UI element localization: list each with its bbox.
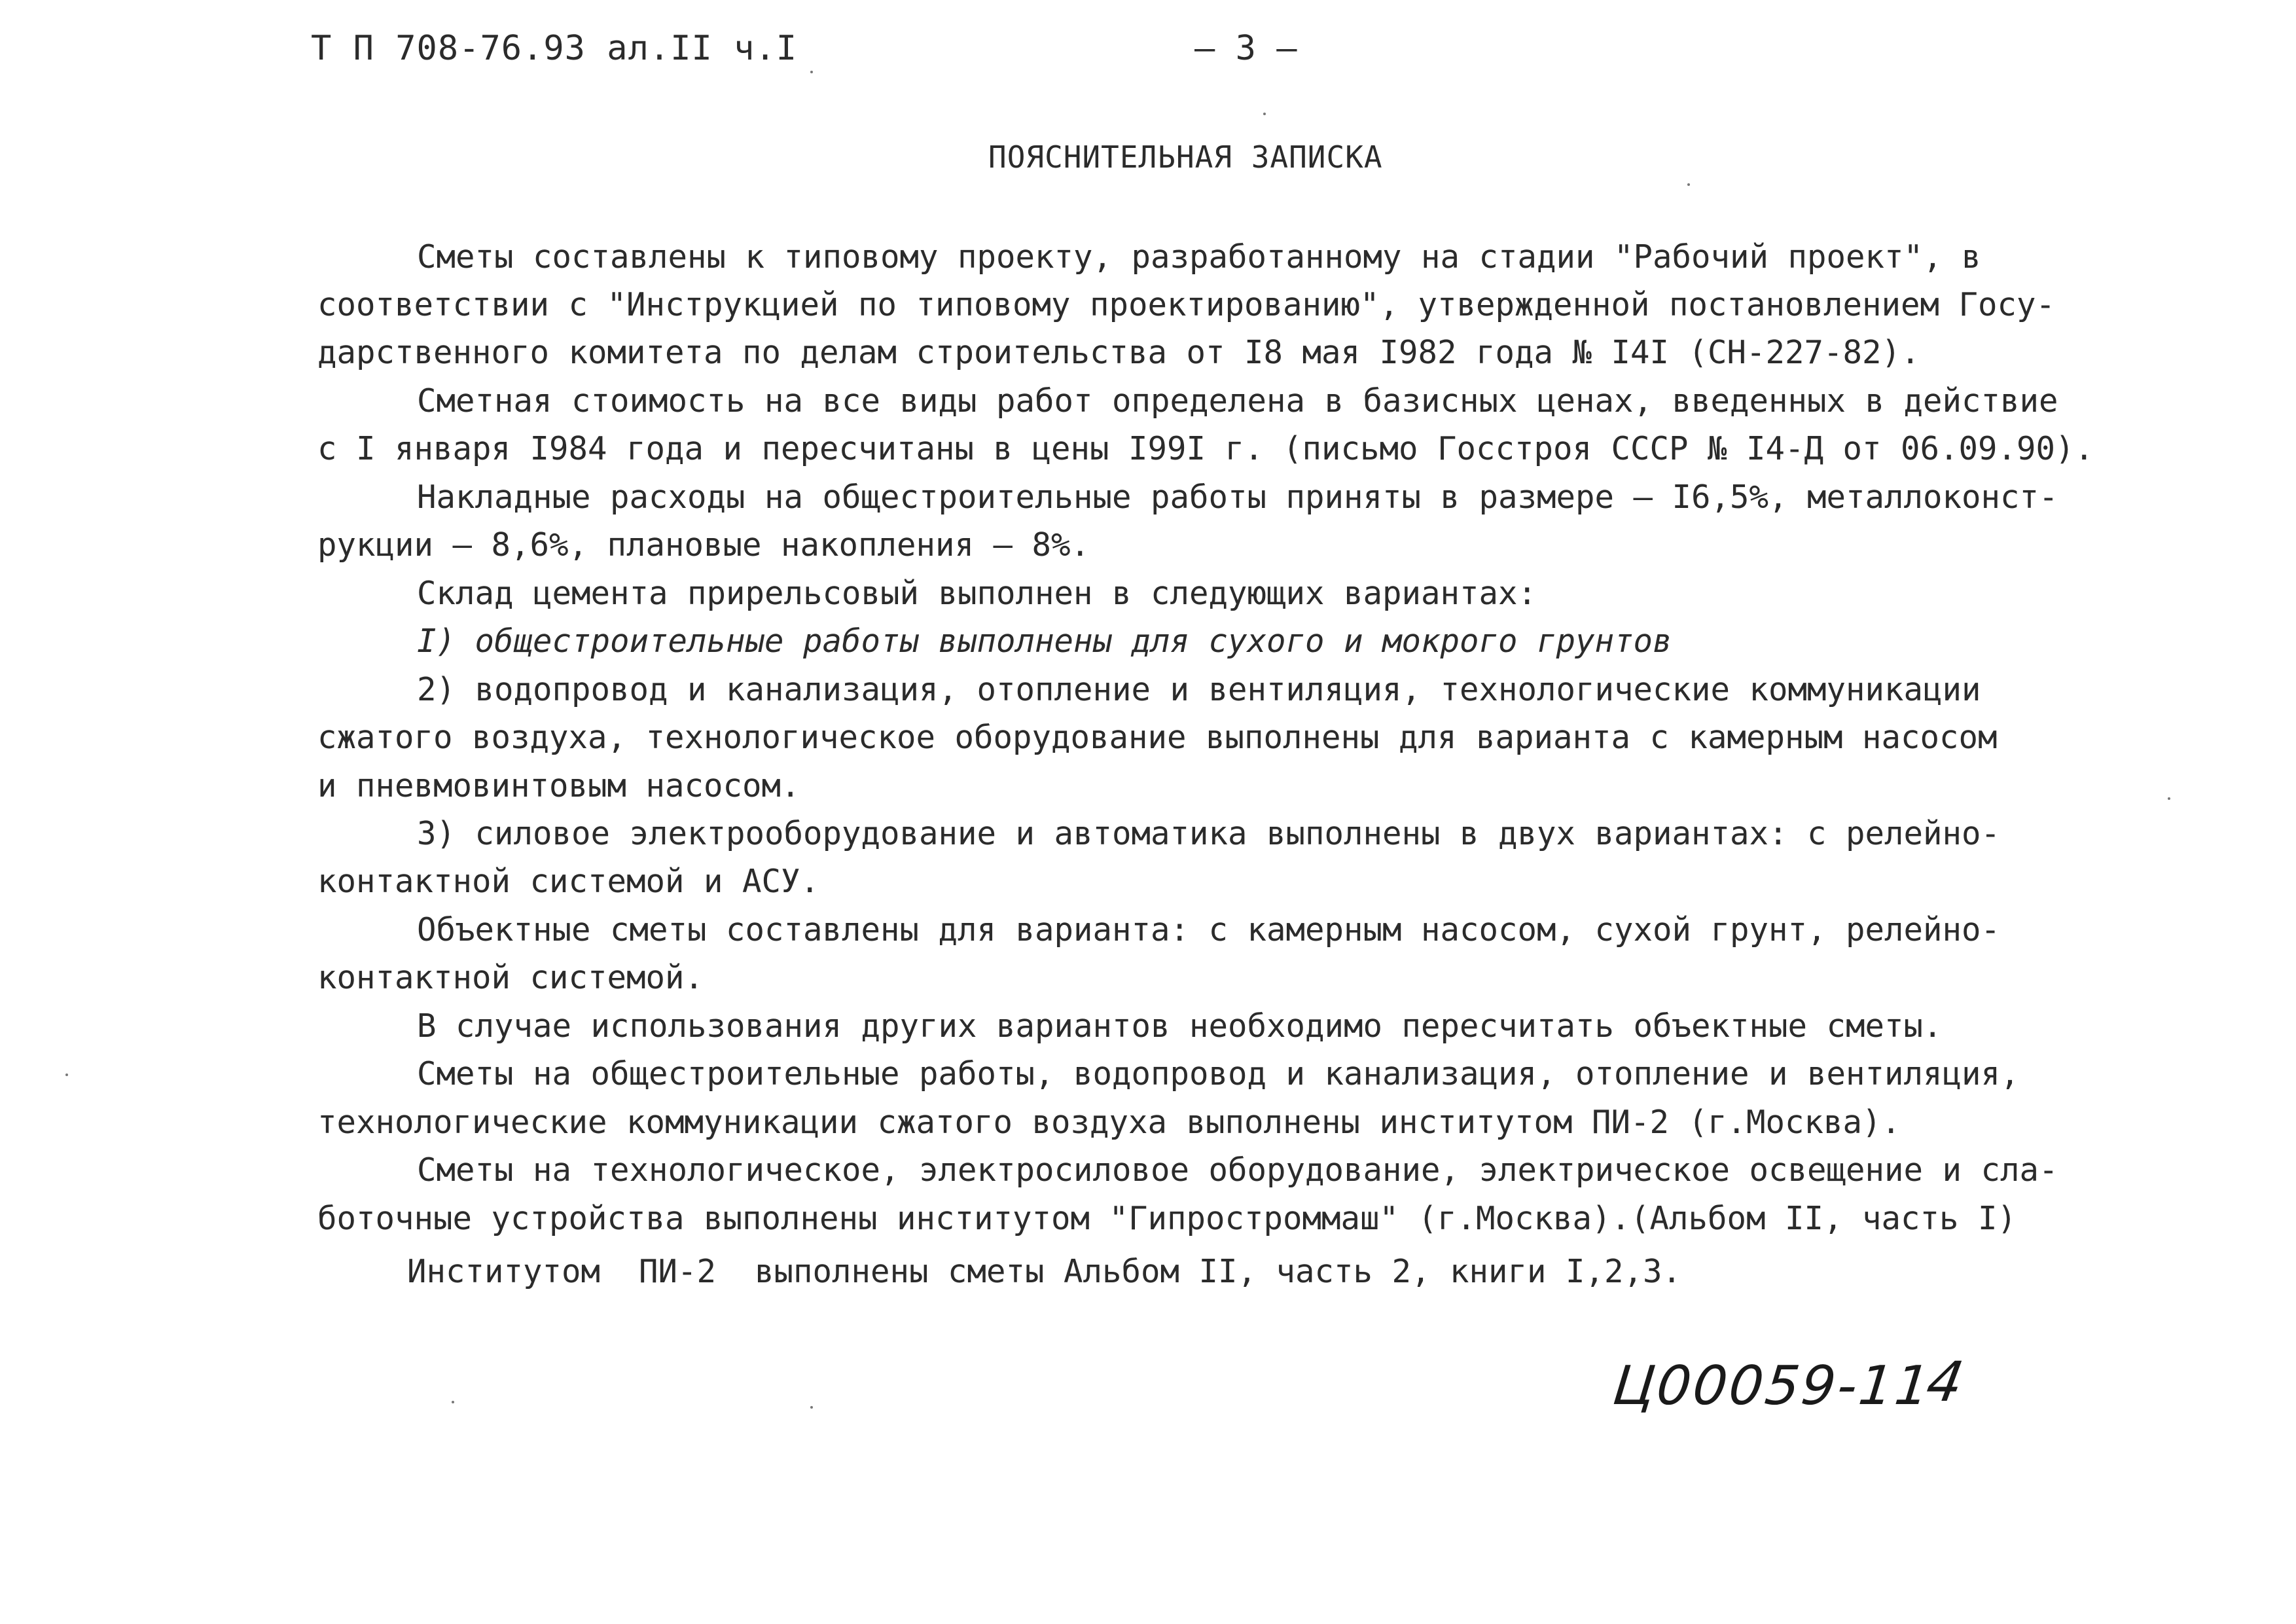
scan-speck bbox=[810, 71, 813, 73]
text-line: с I января I984 года и пересчитаны в цены I99I г. (письмо Госстроя СССР № I4-Д от 06.09.90). bbox=[317, 430, 2094, 467]
text-line: Сметы на технологическое, электросиловое оборудование, электрическое освещение и сла- bbox=[417, 1151, 2058, 1189]
text-line: Накладные расходы на общестроительные работы приняты в размере – I6,5%, металлоконст- bbox=[417, 478, 2058, 516]
scan-speck bbox=[1263, 113, 1266, 115]
scan-speck bbox=[1687, 183, 1690, 186]
page-number: – 3 – bbox=[1194, 29, 1297, 68]
text-line: сжатого воздуха, технологическое оборудование выполнены для варианта с камерным насосом bbox=[317, 719, 1998, 756]
text-line: Сметы составлены к типовому проекту, разработанному на стадии "Рабочий проект", в bbox=[417, 238, 1981, 276]
document-code: Т П 708-76.93 ал.II ч.I bbox=[311, 29, 798, 68]
page-title: ПОЯСНИТЕЛЬНАЯ ЗАПИСКА bbox=[988, 139, 1383, 175]
text-line: 2) водопровод и канализация, отопление и вентиляция, технологические коммуникации bbox=[417, 671, 1981, 708]
text-line: Сметная стоимость на все виды работ определена в базисных ценах, введенных в действие bbox=[417, 382, 2058, 420]
text-line: I) общестроительные работы выполнены для сухого и мокрого грунтов bbox=[417, 623, 1672, 660]
text-line: контактной системой и АСУ. bbox=[317, 863, 820, 900]
text-line: дарственного комитета по делам строительства от I8 мая I982 года № I4I (СН-227-82). bbox=[317, 334, 1920, 371]
text-line: и пневмовинтовым насосом. bbox=[317, 767, 800, 804]
text-line: технологические коммуникации сжатого воздуха выполнены институтом ПИ-2 (г.Москва). bbox=[317, 1104, 1901, 1141]
text-line: боточные устройства выполнены институтом "Гипростроммаш" (г.Москва).(Альбом II, часть I) bbox=[317, 1200, 2017, 1237]
archive-stamp-mark: 4 bbox=[1922, 1350, 1969, 1414]
text-line: контактной системой. bbox=[317, 959, 704, 996]
text-line: Объектные сметы составлены для варианта: с камерным насосом, сухой грунт, релейно- bbox=[417, 911, 2001, 948]
scan-speck bbox=[65, 1074, 68, 1076]
text-line: Сметы на общестроительные работы, водопровод и канализация, отопление и вентиляция, bbox=[417, 1055, 2020, 1092]
scan-speck bbox=[810, 1406, 813, 1409]
archive-stamp-number: Ц00059-11 bbox=[1610, 1355, 1935, 1417]
text-line: В случае использования других вариантов необходимо пересчитать объектные сметы. bbox=[417, 1007, 1943, 1045]
text-line: 3) силовое электрооборудование и автоматика выполнены в двух вариантах: с релейно- bbox=[417, 815, 2001, 852]
scan-speck bbox=[452, 1401, 454, 1403]
scan-speck bbox=[2168, 797, 2170, 800]
text-line: рукции – 8,6%, плановые накопления – 8%. bbox=[317, 526, 1090, 564]
text-line: Склад цемента прирельсовый выполнен в следующих вариантах: bbox=[417, 575, 1537, 612]
text-line: соответствии с "Инструкцией по типовому проектированию", утвержденной постановлением Госу- bbox=[317, 286, 2056, 323]
text-line: Институтом ПИ-2 выполнены сметы Альбом II, часть 2, книги I,2,3. bbox=[407, 1253, 1682, 1290]
